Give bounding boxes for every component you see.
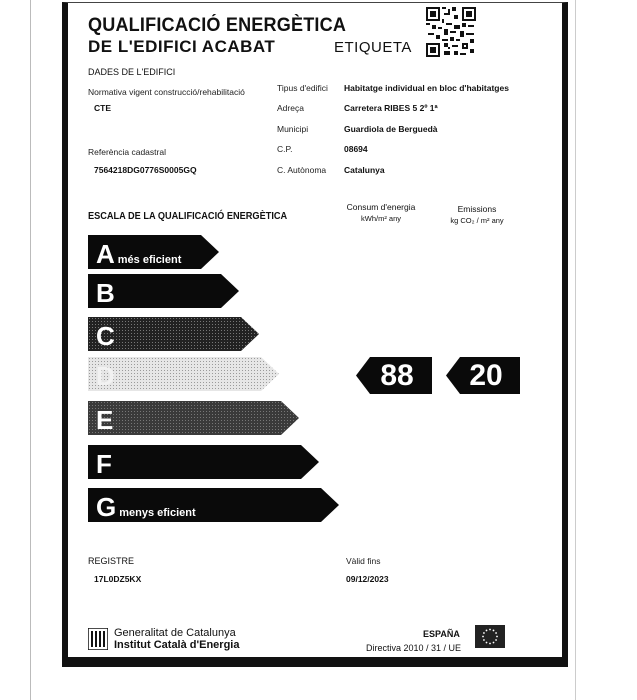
energy-bar-desc: menys eficient	[119, 507, 196, 519]
registre-value: 17L0DZ5KX	[94, 574, 142, 584]
org-line1: Generalitat de Catalunya	[114, 627, 236, 639]
energy-bar-shape-d	[88, 357, 281, 391]
etiqueta-label: ETIQUETA	[334, 39, 412, 56]
emissions-unit: kg CO₂ / m² any	[450, 216, 504, 225]
energy-bar-g	[88, 488, 341, 525]
consum-header-text: Consum d'energia	[346, 202, 416, 212]
energy-bar-label-e	[96, 405, 113, 436]
building-section-title: DADES DE L'EDIFICI	[88, 67, 176, 77]
energy-bar-letter: B	[96, 278, 115, 308]
normativa-value: CTE	[94, 103, 111, 113]
energy-bar-letter: A	[96, 239, 115, 269]
energy-bar-d	[88, 357, 281, 394]
title-line1: QUALIFICACIÓ ENERGÈTICA	[88, 15, 347, 36]
energy-bar-letter: D	[96, 361, 115, 391]
adreca-value: Carretera RIBES 5 2º 1ª	[344, 103, 438, 113]
comunitat-label: C. Autònoma	[277, 165, 327, 175]
cp-label: C.P.	[277, 144, 293, 154]
energy-bar-label-b	[96, 278, 115, 309]
title-line2: DE L'EDIFICI ACABAT	[88, 37, 276, 56]
tipus-value: Habitatge individual en bloc d'habitatges	[344, 83, 509, 93]
energy-bar-label-d	[96, 361, 115, 392]
country-label: ESPAÑA	[423, 629, 460, 639]
ref-value: 7564218DG0776S0005GQ	[94, 165, 197, 175]
consum-unit: kWh/m² any	[360, 214, 401, 223]
energy-bar-e	[88, 401, 301, 438]
valid-value: 09/12/2023	[346, 574, 389, 584]
energy-bar-letter: C	[96, 321, 115, 351]
municipi-label: Municipi	[277, 124, 309, 134]
energy-bar-label-f	[96, 449, 112, 480]
energy-bar-letter: G	[96, 492, 117, 522]
energy-bar-shape-f	[88, 445, 321, 479]
energy-bar-desc: més eficient	[117, 254, 182, 266]
qr-code-icon	[426, 7, 476, 57]
valid-label: Vàlid fins	[346, 556, 381, 566]
registre-label: REGISTRE	[88, 556, 135, 566]
energy-bar-label-a	[96, 239, 181, 270]
energy-bar-label-g	[96, 492, 196, 523]
page-edge-right	[575, 0, 576, 700]
energy-bar-a	[88, 235, 221, 272]
municipi-value: Guardiola de Berguedà	[344, 124, 438, 134]
comunitat-value: Catalunya	[344, 165, 385, 175]
emissions-value: 20	[469, 359, 503, 392]
generalitat-logo-icon	[88, 628, 108, 650]
energy-label	[62, 2, 568, 667]
org-line2: Institut Català d'Energia	[114, 639, 240, 651]
emissions-indicator	[446, 357, 520, 394]
energy-bar-label-c	[96, 321, 115, 352]
ref-label: Referència cadastral	[88, 147, 166, 157]
emissions-header-text: Emissions	[457, 204, 497, 214]
scale-title: ESCALA DE LA QUALIFICACIÓ ENERGÈTICA	[88, 211, 288, 222]
directive-label: Directiva 2010 / 31 / UE	[366, 643, 462, 653]
consum-indicator	[356, 357, 432, 394]
energy-bar-b	[88, 274, 241, 311]
page-edge-left	[30, 0, 31, 700]
emissions-header	[442, 204, 512, 226]
cp-value: 08694	[344, 144, 368, 154]
energy-bar-letter: E	[96, 405, 114, 435]
normativa-label: Normativa vigent construcció/rehabilitació	[88, 87, 245, 97]
energy-bar-c	[88, 317, 261, 354]
adreca-label: Adreça	[277, 103, 304, 113]
energy-bar-letter: F	[96, 449, 112, 479]
energy-bar-shape-e	[88, 401, 301, 435]
eu-flag-icon	[475, 625, 505, 648]
energy-bar-f	[88, 445, 321, 482]
consum-header	[336, 202, 426, 224]
org-name	[114, 627, 239, 651]
consum-value: 88	[380, 359, 414, 392]
tipus-label: Tipus d'edifici	[277, 83, 328, 93]
